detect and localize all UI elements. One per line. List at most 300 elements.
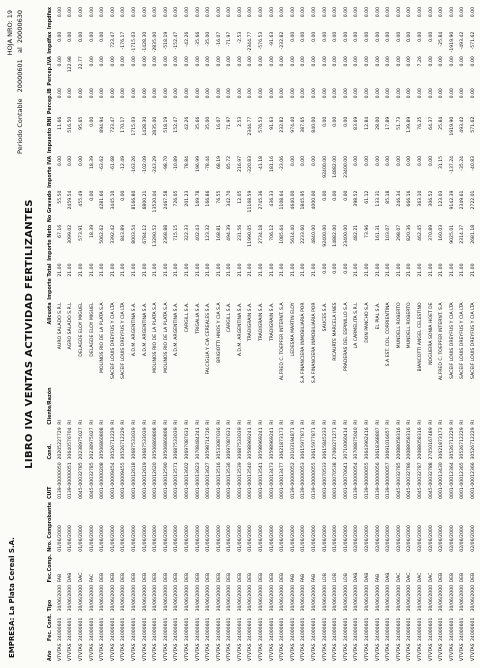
- table-cell: 30598969241: [248, 427, 254, 460]
- table-cell: 387.65: [301, 116, 307, 133]
- table-cell: 01/06/2000: [184, 525, 190, 552]
- table-cell: 370.89: [428, 224, 434, 241]
- table-cell: DELAGDE ELOY MIGUEL: [78, 302, 84, 357]
- table-cell: 21.00: [78, 263, 84, 277]
- table-cell: 0001-00012365: [460, 462, 466, 500]
- table-cell: 24000601: [195, 617, 201, 642]
- table-cell: VTVTAS: [78, 643, 84, 661]
- table-cell: 166.86: [206, 190, 212, 207]
- table-cell: 21.00: [460, 263, 466, 277]
- table-cell: 0139-00000054: [354, 462, 360, 500]
- table-cell: 0.00: [428, 88, 434, 99]
- table-cell: 30/06/2000: [57, 584, 63, 612]
- table-cell: 181.16: [269, 155, 275, 172]
- table-cell: 0139-00000055: [365, 462, 371, 500]
- table-cell: 02/06/2000: [439, 525, 445, 552]
- table-cell: 0001-00013430: [439, 462, 445, 500]
- table-cell: 0.00: [470, 7, 476, 18]
- table-cell: DEB: [269, 572, 275, 583]
- table-cell: NOGUEIRA SONIA HOET DE: [428, 302, 434, 365]
- table-cell: VTVTAS: [290, 643, 296, 661]
- table-cell: VTVTAS: [206, 643, 212, 661]
- table-cell: 0.00: [78, 88, 84, 99]
- table-cell: A.D.M. ARGENTINA S.A.: [174, 302, 180, 357]
- table-cell: 161.31: [375, 224, 381, 241]
- table-cell: 2368.88: [163, 224, 169, 244]
- table-cell: 24000601: [280, 617, 286, 642]
- table-row: [182, 6, 193, 662]
- table-cell: 0.00: [396, 155, 402, 167]
- table-cell: 0.00: [174, 56, 180, 67]
- table-cell: 0.00: [354, 155, 360, 167]
- table-cell: 24000601: [100, 617, 106, 642]
- table-cell: 0.00: [68, 155, 74, 167]
- table-cell: 123.03: [439, 190, 445, 207]
- table-cell: 24000601: [142, 617, 148, 642]
- table-cell: -152.47: [174, 31, 180, 50]
- table-cell: 28.00: [375, 116, 381, 130]
- table-cell: RI: [365, 420, 371, 425]
- table-cell: 0.00: [89, 7, 95, 18]
- table-cell: 02/06/2000: [470, 525, 476, 552]
- table-cell: 30526712229: [449, 427, 455, 460]
- table-cell: VTVTAS: [121, 643, 127, 661]
- table-cell: 30643962416: [365, 427, 371, 460]
- table-cell: FAB: [312, 573, 318, 583]
- table-cell: 13290.52: [153, 224, 159, 247]
- table-cell: 24000601: [121, 617, 127, 642]
- table-cell: 24000601: [259, 617, 265, 642]
- table-cell: FAB: [301, 573, 307, 583]
- table-cell: 0.00: [470, 88, 476, 99]
- table-cell: RI: [407, 420, 413, 425]
- table-cell: 0.00: [153, 56, 159, 67]
- table-cell: -137.24: [449, 155, 455, 174]
- table-cell: 30/06/2000: [195, 584, 201, 612]
- table-cell: 30/06/2000: [439, 584, 445, 612]
- table-row: [76, 6, 87, 662]
- table-cell: DEB: [470, 572, 476, 583]
- table-row: [352, 6, 363, 662]
- table-row: [277, 6, 288, 662]
- company-line: [8, 537, 16, 658]
- table-cell: 0001-00012618: [131, 462, 137, 500]
- table-cell: VTVTAS: [184, 643, 190, 661]
- table-cell: 0.00: [121, 88, 127, 99]
- table-cell: 0.00: [131, 7, 137, 18]
- column-header: Tipo: [48, 599, 53, 612]
- table-cell: 0.00: [312, 155, 318, 167]
- table-row: [288, 6, 299, 662]
- table-cell: 30708484241: [195, 427, 201, 460]
- table-cell: RI: [142, 420, 148, 425]
- table-cell: 01/06/2000: [174, 525, 180, 552]
- table-cell: SACEIF LOUIS DREYFUS Y CIA LTA: [121, 302, 127, 379]
- table-cell: 21.00: [57, 263, 63, 277]
- table-cell: 1428.30: [142, 116, 148, 136]
- table-cell: 0139-00000056: [375, 462, 381, 500]
- table-cell: 0.00: [449, 56, 455, 67]
- table-cell: 0001-00070533: [322, 462, 328, 500]
- table-cell: DEB: [131, 572, 137, 583]
- table-cell: 30/06/2000: [386, 584, 392, 612]
- table-cell: 0.00: [407, 88, 413, 99]
- table-cell: 0.00: [227, 56, 233, 67]
- table-cell: 0001-00012364: [449, 462, 455, 500]
- table-cell: 24000601: [449, 617, 455, 642]
- table-cell: 123.32: [206, 224, 212, 241]
- table-cell: -91.63: [269, 31, 275, 47]
- table-cell: 21.00: [396, 263, 402, 277]
- table-cell: 0001-00009454: [110, 462, 116, 500]
- table-cell: 21.00: [68, 263, 74, 277]
- table-cell: 02/06/2000: [354, 525, 360, 552]
- table-row: [373, 6, 384, 662]
- table-cell: DEB: [237, 572, 243, 583]
- table-row: [214, 6, 225, 662]
- table-cell: DEB: [110, 572, 116, 583]
- table-cell: 30/06/2000: [206, 584, 212, 612]
- table-cell: -518.19: [163, 31, 169, 50]
- table-cell: 576.53: [259, 116, 265, 133]
- table-cell: 30687533039: [142, 427, 148, 460]
- table-cell: 01/06/2000: [333, 525, 339, 552]
- table-cell: VTVTAS: [237, 643, 243, 661]
- table-cell: 0.00: [195, 7, 201, 18]
- table-cell: 24000601: [365, 617, 371, 642]
- table-cell: DEB: [163, 572, 169, 583]
- table-cell: 0001-00013477: [280, 462, 286, 500]
- table-cell: 22.77: [78, 56, 84, 70]
- table-cell: 0.00: [280, 56, 286, 67]
- table-cell: -2344.77: [248, 31, 254, 53]
- table-cell: 76.25: [417, 116, 423, 130]
- table-cell: 0045-00032785: [78, 462, 84, 500]
- table-cell: 0.00: [163, 88, 169, 99]
- table-cell: 30687533039: [237, 427, 243, 460]
- table-cell: 0.00: [78, 31, 84, 42]
- table-cell: 30598969241: [269, 427, 275, 460]
- table-cell: 0001-00013571: [174, 462, 180, 500]
- table-cell: 231.56: [237, 224, 243, 241]
- table-cell: MUNDELL ROBERTO: [407, 302, 413, 349]
- table-cell: 0.00: [290, 31, 296, 42]
- table-cell: VTVTAS: [195, 643, 201, 661]
- table-cell: 30615977871: [301, 427, 307, 460]
- table-cell: 0139-00000050: [57, 462, 63, 500]
- table-cell: 0.00: [184, 56, 190, 67]
- table-cell: -2.53: [237, 31, 243, 44]
- table-cell: TRADIGRAIN S.A.: [259, 302, 265, 342]
- table-cell: 0.00: [354, 56, 360, 67]
- table-cell: 21.00: [417, 263, 423, 277]
- table-cell: 14882.00: [333, 155, 339, 178]
- table-cell: RI: [110, 420, 116, 425]
- table-cell: 0001-00013541: [259, 462, 265, 500]
- table-cell: 0.00: [57, 31, 63, 42]
- sheet-number: HOJA NRO: 19: [6, 10, 14, 56]
- table-cell: VTVTAS: [89, 643, 95, 661]
- accounting-period: [16, 10, 24, 154]
- table-cell: 2233.60: [301, 224, 307, 244]
- table-row: [320, 6, 331, 662]
- table-cell: 24000601: [343, 617, 349, 642]
- table-cell: 30526712229: [460, 427, 466, 460]
- column-header: CUIT: [48, 486, 53, 500]
- table-cell: -42.26: [184, 31, 190, 47]
- table-cell: 0.00: [428, 155, 434, 167]
- table-cell: -1428.30: [142, 31, 148, 53]
- column-header: Cond.: [48, 444, 53, 460]
- table-cell: 820.36: [407, 224, 413, 241]
- table-cell: 0.00: [428, 31, 434, 42]
- table-cell: 0.00: [237, 56, 243, 67]
- table-cell: 21.00: [100, 263, 106, 277]
- table-cell: 0.00: [365, 31, 371, 42]
- table-cell: 68.19: [216, 155, 222, 170]
- table-cell: 13520.04: [153, 190, 159, 213]
- table-cell: 0.00: [68, 7, 74, 18]
- table-cell: 0.00: [100, 7, 106, 18]
- table-cell: 30526712229: [470, 427, 476, 460]
- table-cell: 0.00: [343, 88, 349, 99]
- table-cell: 0.00: [121, 190, 127, 201]
- table-cell: DAB: [68, 572, 74, 583]
- table-cell: 0.00: [57, 7, 63, 18]
- table-cell: 0139-00000052: [290, 462, 296, 500]
- table-cell: A.D.M. ARGENTINA S.A.: [237, 302, 243, 357]
- table-cell: VTVTAS: [407, 643, 413, 661]
- table-cell: 0.00: [206, 88, 212, 99]
- table-cell: 4640.00: [290, 190, 296, 210]
- table-cell: DELAGDE ELOY MIGUEL: [89, 302, 95, 357]
- table-cell: 0.00: [301, 31, 307, 42]
- table-cell: 21.00: [184, 263, 190, 277]
- table-cell: 2344.77: [248, 116, 254, 136]
- table-cell: VTVTAS: [417, 643, 423, 661]
- table-cell: 0.00: [163, 56, 169, 67]
- table-cell: 152.47: [174, 116, 180, 133]
- table-cell: 306.52: [428, 190, 434, 207]
- table-cell: VTVTAS: [174, 643, 180, 661]
- table-cell: 0.00: [407, 7, 413, 18]
- table-cell: 0.00: [396, 88, 402, 99]
- table-cell: 24000601: [312, 617, 318, 642]
- table-cell: 21.00: [259, 263, 265, 277]
- table-cell: MOLINOS RIO DE LA PLATA S.A: [163, 302, 169, 373]
- table-cell: 21.00: [407, 263, 413, 277]
- table-cell: RI: [280, 420, 286, 425]
- table-cell: RI: [195, 420, 201, 425]
- table-cell: 24000601: [89, 617, 95, 642]
- table-cell: 0.00: [142, 7, 148, 18]
- table-cell: -243.29: [153, 155, 159, 174]
- table-cell: AGRO SALADO S.R.L: [68, 302, 74, 350]
- table-cell: 0.00: [57, 88, 63, 99]
- table-cell: 0.00: [322, 7, 328, 18]
- table-cell: 0.00: [269, 56, 275, 67]
- table-cell: -35.00: [206, 31, 212, 47]
- period-from: 20000601: [16, 59, 24, 93]
- table-cell: 21.00: [290, 263, 296, 277]
- table-cell: 51.73: [396, 116, 402, 130]
- table-cell: 30697087631: [227, 427, 233, 460]
- table-cell: 0.00: [227, 88, 233, 99]
- table-cell: DEB: [206, 572, 212, 583]
- table-cell: 482.21: [354, 224, 360, 241]
- table-cell: LDB: [343, 573, 349, 583]
- table-cell: 0001-00070538: [333, 462, 339, 500]
- table-cell: 21.00: [121, 263, 127, 277]
- table-cell: 2459.54: [68, 190, 74, 210]
- table-cell: 0045-00032786: [407, 462, 413, 500]
- table-cell: DAC: [428, 572, 434, 583]
- table-cell: 95.65: [78, 116, 84, 130]
- page-title: LIBRO IVA VENTAS ACTIVIDAD FERTILIZANTES: [24, 199, 35, 469]
- table-cell: VTVTAS: [470, 643, 476, 661]
- table-cell: FAB: [57, 573, 63, 583]
- table-cell: -40.83: [470, 155, 476, 171]
- table-cell: RI: [449, 420, 455, 425]
- table-cell: 3445.10: [110, 190, 116, 210]
- table-cell: 0045-00032785: [396, 462, 402, 500]
- table-cell: 30640576704: [68, 427, 74, 460]
- table-row: [129, 6, 140, 662]
- table-cell: -2835.00: [153, 31, 159, 53]
- table-cell: 01/06/2000: [131, 525, 137, 552]
- table-cell: 20205227729: [57, 427, 63, 460]
- table-cell: MUNDELL ROBERTO: [396, 302, 402, 349]
- table-cell: RI: [322, 420, 328, 425]
- table-cell: VTVTAS: [386, 643, 392, 661]
- table-cell: FAB: [290, 573, 296, 583]
- table-cell: 1845.95: [301, 190, 307, 210]
- table-cell: 24000601: [163, 617, 169, 642]
- table-cell: 0.00: [184, 7, 190, 18]
- table-cell: 0001-00013539: [237, 462, 243, 500]
- table-cell: 0001-00013627: [206, 462, 212, 500]
- table-cell: ALFRED C. TOEPFER INTERNT. S.A: [280, 302, 286, 381]
- table-cell: 01/06/2000: [216, 525, 222, 552]
- table-cell: 0.00: [312, 31, 318, 42]
- table-cell: VTVTAS: [68, 643, 74, 661]
- table-cell: 67.16: [57, 224, 63, 238]
- table-cell: DEB: [174, 572, 180, 583]
- table-cell: 0.00: [227, 7, 233, 18]
- table-cell: 0139-00000055: [312, 462, 318, 500]
- table-cell: -78.44: [206, 155, 212, 171]
- table-cell: 9142.39: [449, 190, 455, 210]
- table-cell: 30/06/2000: [237, 584, 243, 612]
- table-cell: 0.00: [142, 88, 148, 99]
- table-cell: 30/06/2000: [280, 584, 286, 612]
- table-cell: RI: [417, 420, 423, 425]
- table-row: [299, 6, 310, 662]
- table-cell: 2835.00: [153, 116, 159, 136]
- table-cell: 0.00: [333, 7, 339, 18]
- table-row: [150, 6, 161, 662]
- table-cell: 24000601: [248, 617, 254, 642]
- table-cell: 455.49: [78, 190, 84, 207]
- table-cell: 0.00: [375, 31, 381, 42]
- table-cell: 30/06/2000: [248, 584, 254, 612]
- table-cell: 27060271271: [333, 427, 339, 460]
- column-header: Fec. Cont.: [48, 613, 53, 642]
- table-cell: 363.10: [417, 190, 423, 207]
- table-cell: 216.97: [237, 155, 243, 172]
- table-cell: -61.68: [110, 155, 116, 171]
- table-cell: 0.00: [216, 7, 222, 18]
- table-cell: -571.62: [470, 31, 476, 50]
- table-cell: 92400.00: [322, 155, 328, 178]
- period-to: 20000630: [16, 10, 24, 44]
- table-cell: 0.00: [375, 7, 381, 18]
- table-cell: -41.18: [259, 155, 265, 171]
- table-cell: 30598969241: [259, 427, 265, 460]
- table-cell: 24000601: [290, 617, 296, 642]
- table-cell: LEDESMA MARTIN ELOY: [290, 302, 296, 357]
- table-cell: 0.00: [110, 7, 116, 18]
- table-cell: 30615845233: [322, 427, 328, 460]
- table-row: [447, 6, 458, 662]
- table-cell: VTVTAS: [449, 643, 455, 661]
- sales-vat-table: [48, 6, 479, 662]
- table-cell: 30708875040: [354, 427, 360, 460]
- column-header: Impuesto RNI: [48, 116, 53, 154]
- table-cell: 30/06/2000: [375, 584, 381, 612]
- table-cell: 139.89: [407, 116, 413, 133]
- table-cell: 02/06/2000: [449, 525, 455, 552]
- table-cell: VTVTAS: [343, 643, 349, 661]
- table-cell: 71.97: [227, 116, 233, 130]
- table-cell: RI: [375, 420, 381, 425]
- table-cell: RI: [259, 420, 265, 425]
- table-cell: 30/06/2000: [78, 584, 84, 612]
- table-cell: VTVTAS: [153, 643, 159, 661]
- table-row: [309, 6, 320, 662]
- table-cell: 0.00: [375, 56, 381, 67]
- table-cell: 11168.59: [248, 190, 254, 213]
- table-cell: -576.53: [259, 31, 265, 50]
- table-cell: 24000601: [333, 617, 339, 642]
- table-cell: 402.43: [195, 224, 201, 241]
- table-cell: 170.17: [121, 116, 127, 133]
- column-header: Percep.IVA: [48, 56, 53, 86]
- table-cell: 14882.00: [333, 224, 339, 247]
- table-cell: 24000601: [206, 617, 212, 642]
- table-cell: 571.62: [470, 116, 476, 133]
- table-cell: 30/06/2000: [322, 584, 328, 612]
- table-cell: 462.45: [417, 224, 423, 241]
- column-header: Percep.IB: [48, 88, 53, 115]
- table-cell: 21.00: [248, 263, 254, 277]
- table-cell: 01/06/2000: [259, 525, 265, 552]
- table-cell: RI: [131, 420, 137, 425]
- table-cell: EL PIAL S.A.: [375, 302, 381, 330]
- table-cell: 21.00: [195, 263, 201, 277]
- table-cell: 0.00: [110, 56, 116, 67]
- table-cell: 21.00: [206, 263, 212, 277]
- table-cell: 0001-00013536: [227, 462, 233, 500]
- table-cell: 0.00: [301, 155, 307, 167]
- table-cell: 436.33: [269, 190, 275, 207]
- table-cell: 0.00: [89, 190, 95, 201]
- table-cell: 01/06/2000: [280, 525, 286, 552]
- table-cell: 24000601: [131, 617, 137, 642]
- table-cell: RI: [100, 420, 106, 425]
- table-cell: 0001-00012620: [153, 462, 159, 500]
- table-cell: 1085.64: [280, 224, 286, 244]
